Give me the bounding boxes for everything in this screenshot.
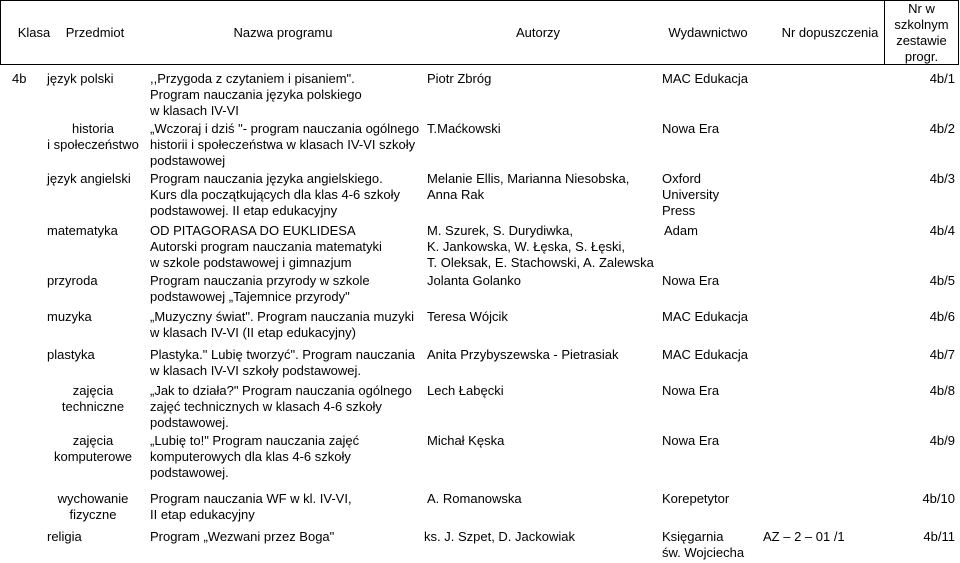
cell-wydawnictwo-line: MAC Edukacja	[662, 347, 748, 362]
cell-wydawnictwo-line: Nowa Era	[662, 383, 720, 398]
cell-autorzy-line: T. Oleksak, E. Stachowski, A. Zalewska	[427, 255, 654, 270]
cell-przedmiot	[38, 491, 148, 523]
cell-nazwa-programu-line: w klasach IV-VI	[150, 103, 239, 118]
cell-nazwa-programu	[150, 529, 420, 545]
cell-wydawnictwo-line: Korepetytor	[662, 491, 730, 506]
cell-autorzy	[427, 433, 687, 449]
cell-nr-w-zestawie: 4b/6	[929, 309, 955, 324]
cell-nr-w-zestawie: 4b/11	[923, 529, 955, 544]
cell-przedmiot	[47, 347, 147, 363]
cell-nr-w-zestawie: 4b/3	[929, 171, 955, 186]
cell-autorzy	[427, 309, 687, 325]
cell-przedmiot-line: fizyczne	[69, 507, 117, 522]
cell-nazwa-programu-line: w szkole podstawowej i gimnazjum	[150, 255, 352, 270]
header-nazwa-programu: Nazwa programu	[233, 24, 333, 40]
cell-autorzy-line: ks. J. Szpet, D. Jackowiak	[424, 529, 575, 544]
header-autorzy: Autorzy	[515, 24, 561, 40]
cell-nazwa-programu	[150, 273, 425, 305]
cell-nr-w-zestawie: 4b/4	[929, 223, 955, 238]
cell-nazwa-programu	[150, 309, 425, 341]
cell-nazwa-programu-line: „Jak to działa?" Program nauczania ogólnego	[150, 383, 412, 398]
cell-wydawnictwo-line: Oxford	[662, 171, 702, 186]
cell-nr-w-zestawie: 4b/8	[929, 383, 955, 398]
cell-wydawnictwo-line: Nowa Era	[662, 433, 720, 448]
cell-nazwa-programu	[150, 347, 425, 379]
cell-autorzy	[427, 171, 687, 203]
cell-wydawnictwo	[662, 433, 772, 449]
cell-nazwa-programu-line: II etap edukacyjny	[150, 507, 255, 522]
cell-nazwa-programu	[150, 491, 425, 523]
cell-nazwa-programu-line: podstawowej „Tajemnice przyrody"	[150, 289, 350, 304]
cell-nazwa-programu-line: „Lubię to!" Program nauczania zajęć	[150, 433, 360, 448]
cell-przedmiot	[47, 273, 147, 289]
header-nr-line-2: szkolnym	[894, 16, 949, 32]
cell-przedmiot-line: religia	[47, 529, 82, 544]
cell-autorzy	[427, 223, 687, 271]
cell-nazwa-programu-line: Kurs dla początkujących dla klas 4-6 szkoły	[150, 187, 401, 202]
cell-wydawnictwo	[664, 223, 724, 239]
header-nr-w-zestawie	[885, 0, 958, 65]
cell-przedmiot-line: zajęcia	[72, 433, 114, 448]
cell-autorzy	[427, 71, 687, 87]
cell-nazwa-programu	[150, 121, 425, 169]
cell-autorzy	[424, 529, 644, 545]
cell-autorzy-line: Anna Rak	[427, 187, 485, 202]
cell-nazwa-programu-line: OD PITAGORASA DO EUKLIDESA	[150, 223, 356, 238]
cell-przedmiot	[38, 121, 148, 153]
cell-przedmiot	[47, 171, 147, 187]
header-right-border	[958, 0, 959, 65]
header-nr-line-3: zestawie	[896, 32, 947, 48]
cell-nazwa-programu	[150, 171, 425, 219]
table-header	[0, 0, 959, 65]
cell-nr-w-zestawie: 4b/1	[929, 71, 955, 86]
cell-przedmiot-line: techniczne	[61, 399, 125, 414]
cell-nazwa-programu	[150, 223, 425, 271]
cell-przedmiot-line: język angielski	[47, 171, 131, 186]
cell-wydawnictwo-line: Adam	[664, 223, 698, 238]
cell-autorzy-line: Lech Łabęcki	[427, 383, 504, 398]
cell-nr-w-zestawie: 4b/10	[922, 491, 955, 506]
cell-przedmiot	[47, 71, 147, 87]
cell-nazwa-programu-line: komputerowych dla klas 4-6 szkoły	[150, 449, 351, 464]
cell-klasa: 4b	[12, 71, 27, 86]
cell-nazwa-programu-line: podstawowej	[150, 153, 226, 168]
cell-nazwa-programu-line: Autorski program nauczania matematyki	[150, 239, 382, 254]
cell-autorzy-line: Teresa Wójcik	[427, 309, 508, 324]
cell-wydawnictwo-line: św. Wojciecha	[662, 545, 745, 560]
cell-nr-w-zestawie: 4b/7	[929, 347, 955, 362]
cell-autorzy-line: T.Maćkowski	[427, 121, 501, 136]
cell-nazwa-programu-line: „Muzyczny świat". Program nauczania muzyki	[150, 309, 414, 324]
cell-nr-dopuszczenia: AZ – 2 – 01 /1	[763, 529, 845, 544]
cell-nazwa-programu-line: podstawowej.	[150, 415, 229, 430]
cell-wydawnictwo	[662, 121, 772, 137]
cell-autorzy	[427, 121, 687, 137]
cell-wydawnictwo-line: MAC Edukacja	[662, 71, 748, 86]
cell-przedmiot-line: przyroda	[47, 273, 98, 288]
cell-przedmiot-line: matematyka	[47, 223, 118, 238]
cell-wydawnictwo-line: MAC Edukacja	[662, 309, 748, 324]
cell-nr-w-zestawie: 4b/5	[929, 273, 955, 288]
cell-nazwa-programu-line: ,,Przygoda z czytaniem i pisaniem".	[150, 71, 355, 86]
cell-wydawnictwo	[662, 529, 762, 561]
cell-wydawnictwo-line: Nowa Era	[662, 273, 720, 288]
cell-wydawnictwo	[662, 309, 772, 325]
cell-autorzy-line: Michał Kęska	[427, 433, 505, 448]
cell-nazwa-programu-line: Program nauczania WF w kl. IV-VI,	[150, 491, 352, 506]
cell-autorzy-line: Anita Przybyszewska - Pietrasiak	[427, 347, 619, 362]
cell-przedmiot	[38, 433, 148, 465]
cell-nazwa-programu-line: zajęć technicznych w klasach 4-6 szkoły	[150, 399, 382, 414]
cell-przedmiot	[47, 223, 147, 239]
cell-wydawnictwo	[662, 71, 772, 87]
cell-nazwa-programu	[150, 383, 425, 431]
cell-wydawnictwo-line: University	[662, 187, 720, 202]
cell-nazwa-programu	[150, 433, 425, 481]
header-nr-dopuszczenia: Nr dopuszczenia	[781, 24, 879, 40]
cell-przedmiot-line: plastyka	[47, 347, 95, 362]
cell-przedmiot	[47, 529, 147, 545]
cell-autorzy-line: Jolanta Golanko	[427, 273, 521, 288]
cell-przedmiot-line: historia	[72, 121, 114, 136]
cell-przedmiot-line: muzyka	[47, 309, 92, 324]
cell-przedmiot	[38, 383, 148, 415]
cell-wydawnictwo-line: Księgarnia	[662, 529, 724, 544]
cell-wydawnictwo-line: Nowa Era	[662, 121, 720, 136]
cell-autorzy-line: Melanie Ellis, Marianna Niesobska,	[427, 171, 630, 186]
cell-nazwa-programu-line: Program nauczania języka angielskiego.	[150, 171, 383, 186]
cell-autorzy-line: K. Jankowska, W. Łęska, S. Łęski,	[427, 239, 625, 254]
cell-nazwa-programu-line: podstawowej. II etap edukacyjny	[150, 203, 338, 218]
cell-przedmiot-line: komputerowe	[53, 449, 133, 464]
cell-wydawnictwo-line: Press	[662, 203, 696, 218]
cell-nazwa-programu-line: Plastyka." Lubię tworzyć". Program nauczania	[150, 347, 416, 362]
cell-nazwa-programu-line: historii i społeczeństwa w klasach IV-VI szkoły	[150, 137, 416, 152]
cell-nazwa-programu-line: w klasach IV-VI szkoły podstawowej.	[150, 363, 361, 378]
cell-nr-w-zestawie: 4b/2	[929, 121, 955, 136]
cell-nazwa-programu-line: Program nauczania języka polskiego	[150, 87, 362, 102]
header-left-border	[0, 0, 1, 65]
cell-nazwa-programu	[150, 71, 425, 119]
cell-nazwa-programu-line: w klasach IV-VI (II etap edukacyjny)	[150, 325, 356, 340]
cell-nr-w-zestawie: 4b/9	[929, 433, 955, 448]
cell-wydawnictwo	[662, 273, 772, 289]
cell-autorzy	[427, 383, 687, 399]
cell-przedmiot-line: zajęcia	[72, 383, 114, 398]
cell-wydawnictwo	[662, 171, 762, 219]
cell-autorzy-line: A. Romanowska	[427, 491, 522, 506]
cell-wydawnictwo	[662, 347, 772, 363]
cell-nazwa-programu-line: podstawowej.	[150, 465, 229, 480]
cell-nazwa-programu-line: „Wczoraj i dziś "- program nauczania ogólnego	[150, 121, 420, 136]
cell-przedmiot-line: i społeczeństwo	[47, 137, 139, 152]
cell-przedmiot-line: język polski	[47, 71, 114, 86]
cell-autorzy	[427, 491, 687, 507]
cell-wydawnictwo	[662, 491, 762, 507]
cell-autorzy	[427, 273, 687, 289]
cell-przedmiot	[47, 309, 147, 325]
header-przedmiot: Przedmiot	[65, 24, 125, 40]
cell-nazwa-programu-line: Program „Wezwani przez Boga"	[150, 529, 335, 544]
cell-wydawnictwo	[662, 383, 772, 399]
cell-nazwa-programu-line: Program nauczania przyrody w szkole	[150, 273, 370, 288]
header-nr-line-4: progr.	[904, 48, 939, 64]
cell-przedmiot-line: wychowanie	[57, 491, 129, 506]
cell-autorzy	[427, 347, 687, 363]
cell-autorzy-line: M. Szurek, S. Durydiwka,	[427, 223, 573, 238]
header-nr-line-1: Nr w	[908, 0, 935, 16]
header-klasa: Klasa	[17, 24, 51, 40]
cell-autorzy-line: Piotr Zbróg	[427, 71, 492, 86]
header-wydawnictwo: Wydawnictwo	[668, 24, 748, 40]
